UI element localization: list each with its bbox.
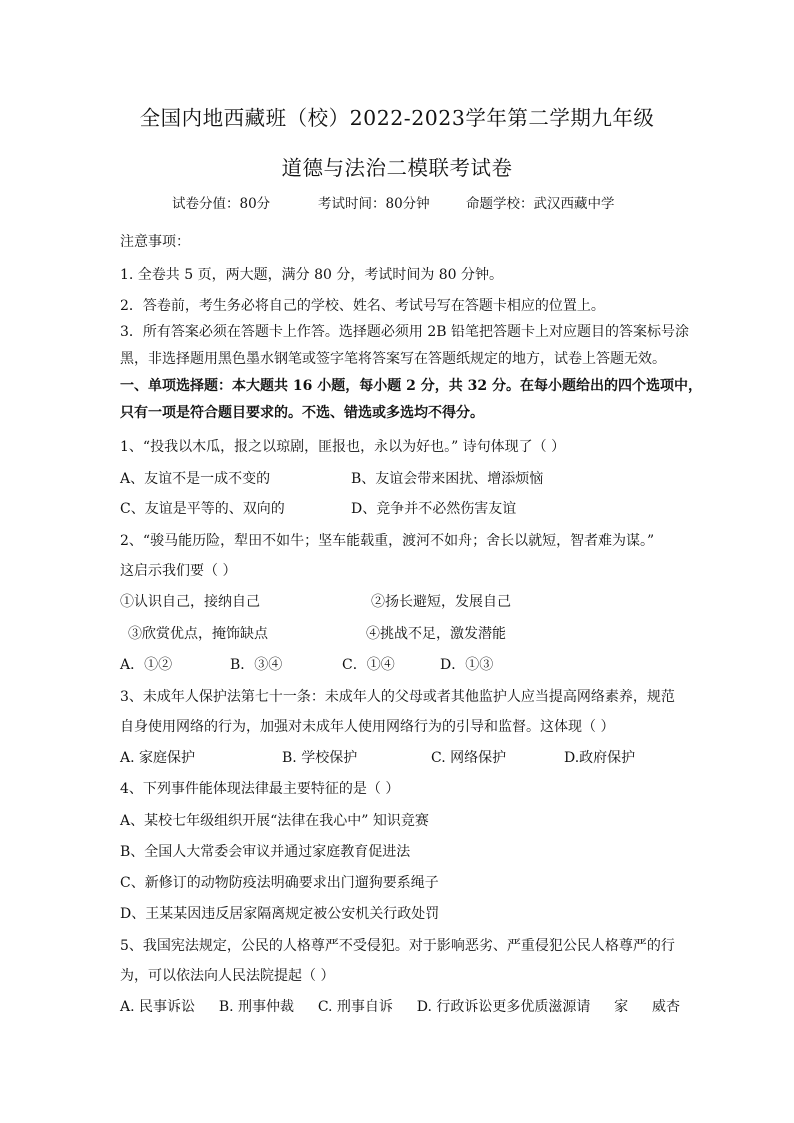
q2-stem-2: 这启示我们要（ ） bbox=[120, 563, 237, 579]
q2-option-d: D．①③ bbox=[440, 657, 494, 673]
q2-option-b: B．③④ bbox=[230, 657, 283, 673]
q5-stem-2: 为，可以依法向人民法院提起（ ） bbox=[120, 968, 335, 984]
q1-option-a: A、友谊不是一成不变的 bbox=[120, 471, 271, 487]
q1-option-c: C、友谊是平等的、双向的 bbox=[120, 501, 285, 517]
section1-instructions-1: 一、单项选择题：本大题共 16 小题，每小题 2 分，共 32 分。在每小题给出的四个选项中， bbox=[120, 378, 702, 394]
q4-option-b: B、全国人大常委会审议并通过家庭教育促进法 bbox=[120, 844, 411, 860]
q3-option-a: A. 家庭保护 bbox=[120, 750, 196, 766]
q3-stem-2: 自身使用网络的行为，加强对未成年人使用网络行为的引导和监督。这体现（ ） bbox=[120, 719, 615, 735]
q5-option-a: A. 民事诉讼 bbox=[120, 999, 196, 1015]
q5-option-d: D. 行政诉讼更多优质滋源请 bbox=[416, 999, 591, 1015]
q2-statement-2: ②扬长避短，发展自己 bbox=[371, 594, 511, 610]
section1-instructions-2: 只有一项是符合题目要求的。不选、错选或多选均不得分。 bbox=[120, 405, 484, 421]
q3-option-d: D.政府保护 bbox=[564, 750, 636, 766]
q5-options bbox=[120, 997, 680, 1017]
note-1: 1. 全卷共 5 页，两大题，满分 80 分，考试时间为 80 分钟。 bbox=[120, 267, 504, 283]
q3-option-c: C. 网络保护 bbox=[431, 750, 507, 766]
q5-stem-1: 5、我国宪法规定，公民的人格尊严不受侵犯。对于影响恶劣、严重侵犯公民人格尊严的行 bbox=[120, 938, 675, 954]
notes-heading: 注意事项： bbox=[120, 234, 190, 250]
q2-option-a: A．①② bbox=[120, 657, 173, 673]
q4-option-c: C、新修订的动物防疫法明确要求出门遛狗要系绳子 bbox=[120, 875, 439, 891]
q3-stem-1: 3、未成年人保护法第七十一条：未成年人的父母或者其他监护人应当提高网络素养，规范 bbox=[120, 689, 675, 705]
exam-score: 试卷分值：80分 bbox=[172, 196, 271, 212]
q2-statement-1: ①认识自己，接纳自己 bbox=[120, 594, 260, 610]
q4-option-a: A、某校七年级组织开展“法律在我心中” 知识竞赛 bbox=[120, 813, 429, 829]
note-3a: 3．所有答案必须在答题卡上作答。选择题必须用 2B 铅笔把答题卡上对应题目的答案标号涂 bbox=[120, 324, 690, 340]
exam-time: 考试时间：80分钟 bbox=[318, 196, 430, 212]
q2-option-c: C．①④ bbox=[342, 657, 395, 673]
q5-option-c: C. 刑事自诉 bbox=[317, 999, 393, 1015]
q2-statement-4: ④挑战不足，激发潜能 bbox=[366, 626, 506, 642]
q4-stem: 4、下列事件能体现法律最主要特征的是（ ） bbox=[120, 781, 400, 797]
q3-option-b: B. 学校保护 bbox=[282, 750, 358, 766]
note-3b: 黑，非选择题用黑色墨水钢笔或签字笔将答案写在答题纸规定的地方，试卷上答题无效。 bbox=[120, 351, 666, 367]
q4-option-d: D、王某某因违反居家隔离规定被公安机关行政处罚 bbox=[120, 906, 440, 922]
q5-trailing-2: 威杏 bbox=[651, 999, 680, 1015]
q5-option-b: B. 刑事仲裁 bbox=[218, 999, 295, 1015]
exam-school: 命题学校：武汉西藏中学 bbox=[466, 196, 615, 212]
q1-option-d: D、竞争并不必然伤害友谊 bbox=[351, 501, 517, 517]
q2-statement-3: ③欣赏优点，掩饰缺点 bbox=[128, 626, 268, 642]
q5-trailing-1: 家 bbox=[614, 999, 629, 1015]
note-2: 2．答卷前，考生务必将自己的学校、姓名、考试号写在答题卡相应的位置上。 bbox=[120, 298, 605, 314]
q2-stem-1: 2、“骏马能历险，犁田不如牛；坚车能载重，渡河不如舟；舍长以就短，智者难为谋。” bbox=[120, 533, 655, 549]
exam-title-line2: 道德与法治二模联考试卷 bbox=[281, 156, 513, 180]
exam-title-line1: 全国内地西藏班（校）2022-2023学年第二学期九年级 bbox=[139, 106, 655, 130]
q1-stem: 1、“投我以木瓜，报之以琼剧，匪报也，永以为好也。” 诗句体现了（ ） bbox=[120, 439, 566, 455]
q1-option-b: B、友谊会带来困扰、增添烦恼 bbox=[351, 471, 544, 487]
